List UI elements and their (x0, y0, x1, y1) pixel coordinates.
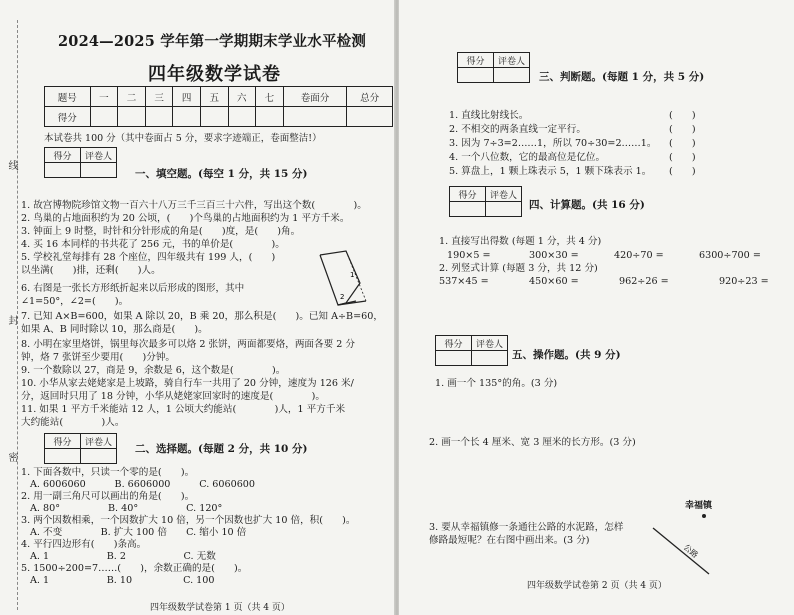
question-line: 5. 学校礼堂每排有 28 个座位，四年级共有 199 人，( ) (21, 252, 276, 263)
choice-options: A. 80° B. 40° C. 120° (30, 503, 223, 514)
section3-title: 三、判断题。(每题 1 分，共 5 分) (539, 71, 705, 83)
calc-item: 537×45 = (439, 276, 489, 287)
score-cell[interactable] (90, 107, 118, 127)
page-footer: 四年级数学试卷第 1 页（共 4 页） (150, 603, 290, 613)
score-cell[interactable] (145, 107, 173, 127)
judge-mark[interactable]: ( ) (669, 138, 696, 149)
question-line: 8. 小明在家里烙饼，锅里每次最多可以烙 2 张饼，两面都要烙，两面各要 2 分 (21, 339, 356, 350)
score-table-header-cell: 总分 (347, 87, 393, 107)
calc-item: 450×60 = (529, 276, 579, 287)
score-table-header-cell: 六 (228, 87, 256, 107)
score-table-header-cell: 题号 (45, 87, 91, 107)
grader-label-marker: 评卷人 (81, 148, 117, 163)
score-cell[interactable] (283, 107, 347, 127)
operate-line: 3. 要从幸福镇修一条通往公路的水泥路，怎样 (429, 522, 624, 533)
section5-title: 五、操作题。(共 9 分) (512, 349, 621, 361)
grader-label-score: 得分 (45, 148, 81, 163)
score-table-header (45, 87, 393, 107)
grader-box-2 (44, 433, 117, 464)
road-label: 公路 (681, 542, 700, 560)
choice-line: 3. 两个因数相乘，一个因数扩大 10 倍，另一个因数也扩大 10 倍，积( )。 (21, 515, 356, 526)
calc-item: 420÷70 = (614, 250, 664, 261)
score-table-header-cell: 七 (256, 87, 284, 107)
grader-label-marker: 评卷人 (494, 53, 530, 68)
operate-line: 1. 画一个 135°的角。(3 分) (435, 378, 558, 389)
choice-line: 1. 下面各数中，只读一个零的是( )。 (21, 467, 195, 478)
figure-label-2: 2 (340, 293, 345, 301)
question-line: 4. 买 16 本同样的书共花了 256 元，书的单价是( )。 (21, 239, 285, 250)
judge-mark[interactable]: ( ) (669, 124, 696, 135)
question-line: 2. 鸟巢的占地面积约为 20 公顷，( )个鸟巢的占地面积约为 1 平方千米。 (21, 213, 350, 224)
grader-cell[interactable] (81, 163, 117, 178)
grader-label-score: 得分 (458, 53, 494, 68)
road-figure (647, 518, 717, 578)
grader-label-marker: 评卷人 (486, 187, 522, 202)
score-table-header-cell: 五 (200, 87, 228, 107)
score-cell[interactable] (173, 107, 201, 127)
score-table-header-cell: 卷面分 (283, 87, 347, 107)
margin-label-xian: 线 (6, 160, 17, 170)
calc-item: 920÷23 = (719, 276, 769, 287)
score-table-row (45, 107, 393, 127)
grader-label-score: 得分 (436, 336, 472, 351)
grader-box-4 (449, 186, 522, 217)
question-line: 11. 如果 1 平方千米能站 12 人，1 公顷大约能站( )人，1 平方千米 (21, 404, 346, 415)
score-table-header-cell: 二 (118, 87, 146, 107)
calc-item: 190×5 = (447, 250, 491, 261)
choice-line: 4. 平行四边形有( )条高。 (21, 539, 147, 550)
grader-label-score: 得分 (450, 187, 486, 202)
exam-page-2 (399, 0, 794, 615)
choice-line: 2. 用一副三角尺可以画出的角是( )。 (21, 491, 195, 502)
grader-label-marker: 评卷人 (81, 434, 117, 449)
judge-line: 5. 算盘上，1 颗上珠表示 5，1 颗下珠表示 1。 (449, 166, 652, 177)
section4-title: 四、计算题。(共 16 分) (529, 199, 645, 211)
question-line: ∠1=50°，∠2=( )。 (21, 296, 129, 307)
question-line: 钟，烙 7 张饼至少要用( )分钟。 (21, 352, 176, 363)
question-line: 9. 一个数除以 27，商是 9，余数是 6，这个数是( )。 (21, 365, 286, 376)
question-line: 10. 小华从家去姥姥家是上坡路，骑自行车一共用了 20 分钟，速度为 126 米/ (21, 378, 354, 389)
question-line: 3. 钟面上 9 时整，时针和分针形成的角是( )度，是( )角。 (21, 226, 301, 237)
grader-cell[interactable] (450, 202, 486, 217)
judge-mark[interactable]: ( ) (669, 110, 696, 121)
grader-cell[interactable] (486, 202, 522, 217)
figure-label-1: 1 (350, 271, 355, 279)
grader-cell[interactable] (81, 449, 117, 464)
question-line: 分，返回时只用了 18 分钟，小华从姥姥家回家时的速度是( )。 (21, 391, 326, 402)
grader-label-marker: 评卷人 (472, 336, 508, 351)
score-table-header-cell: 三 (145, 87, 173, 107)
calc-item: 300×30 = (529, 250, 579, 261)
choice-options: A. 1 B. 10 C. 100 (30, 575, 215, 586)
grader-cell[interactable] (436, 351, 472, 366)
question-line: 如果 A、B 同时除以 10，那么商是( )。 (21, 324, 208, 335)
question-line: 1. 故宫博物院珍馆文物一百六十八万三千三百三十六件，写出这个数( )。 (21, 200, 367, 211)
choice-line: 5. 1500÷200=7……( )，余数正确的是( )。 (21, 563, 248, 574)
calc-item: 6300÷700 = (699, 250, 761, 261)
choice-options: A. 6006060 B. 6606000 C. 6060600 (30, 479, 256, 490)
score-table (44, 86, 393, 127)
grader-cell[interactable] (494, 68, 530, 83)
question-line: 以坐满( )排，还剩( )人。 (21, 265, 161, 276)
score-cell[interactable] (228, 107, 256, 127)
calc-item: 962÷26 = (619, 276, 669, 287)
grader-box-5 (435, 335, 508, 366)
grader-label-score: 得分 (45, 434, 81, 449)
grader-cell[interactable] (45, 449, 81, 464)
score-table-header-cell: 四 (173, 87, 201, 107)
score-cell[interactable] (256, 107, 284, 127)
operate-line: 修路最短呢？在右图中画出来。(3 分) (429, 535, 590, 546)
folded-rectangle-figure (316, 247, 372, 309)
judge-line: 3. 因为 7÷3=2……1，所以 70÷30=2……1。 (449, 138, 657, 149)
judge-mark[interactable]: ( ) (669, 166, 696, 177)
judge-line: 1. 直线比射线长。 (449, 110, 529, 121)
choice-options: A. 不变 B. 扩大 100 倍 C. 缩小 10 倍 (30, 527, 247, 538)
section2-title: 二、选择题。(每题 2 分，共 10 分) (135, 443, 308, 455)
judge-line: 4. 一个八位数，它的最高位是亿位。 (449, 152, 606, 163)
judge-line: 2. 不相交的两条直线一定平行。 (449, 124, 586, 135)
question-line: 7. 已知 A×B=600，如果 A 除以 20，B 乘 20，那么积是( )。已知 A÷B=60， (21, 311, 383, 322)
grader-box-3 (457, 52, 530, 83)
calc-part1: 1. 直接写出得数 (每题 1 分，共 4 分) (439, 236, 602, 247)
choice-options: A. 1 B. 2 C. 无数 (30, 551, 216, 562)
margin-label-feng: 封 (6, 315, 17, 325)
question-line: 大约能站( )人。 (21, 417, 125, 428)
score-cell[interactable] (118, 107, 146, 127)
town-label: 幸福镇 (685, 501, 713, 511)
calc-part2: 2. 列竖式计算 (每题 3 分，共 12 分) (439, 263, 598, 274)
score-cell[interactable] (347, 107, 393, 127)
grader-cell[interactable] (472, 351, 508, 366)
score-table-header-cell: 一 (90, 87, 118, 107)
exam-title: 2024—2025 学年第一学期期末学业水平检测 (58, 33, 367, 50)
grader-cell[interactable] (45, 163, 81, 178)
score-cell[interactable] (200, 107, 228, 127)
exam-page-1 (0, 0, 395, 615)
score-row-label: 得分 (45, 107, 91, 127)
grader-box-1 (44, 147, 117, 178)
margin-label-mi: 密 (6, 452, 17, 462)
question-line: 6. 右图是一张长方形纸折起来以后形成的图形，其中 (21, 283, 245, 294)
judge-mark[interactable]: ( ) (669, 152, 696, 163)
operate-line: 2. 画一个长 4 厘米、宽 3 厘米的长方形。(3 分) (429, 437, 636, 448)
exam-note: 本试卷共 100 分（其中卷面占 5 分，要求字迹端正，卷面整洁!） (44, 133, 322, 144)
section1-title: 一、填空题。(每空 1 分，共 15 分) (135, 168, 308, 180)
grader-cell[interactable] (458, 68, 494, 83)
exam-subtitle: 四年级数学试卷 (148, 64, 281, 85)
page-footer: 四年级数学试卷第 2 页（共 4 页） (527, 581, 667, 591)
